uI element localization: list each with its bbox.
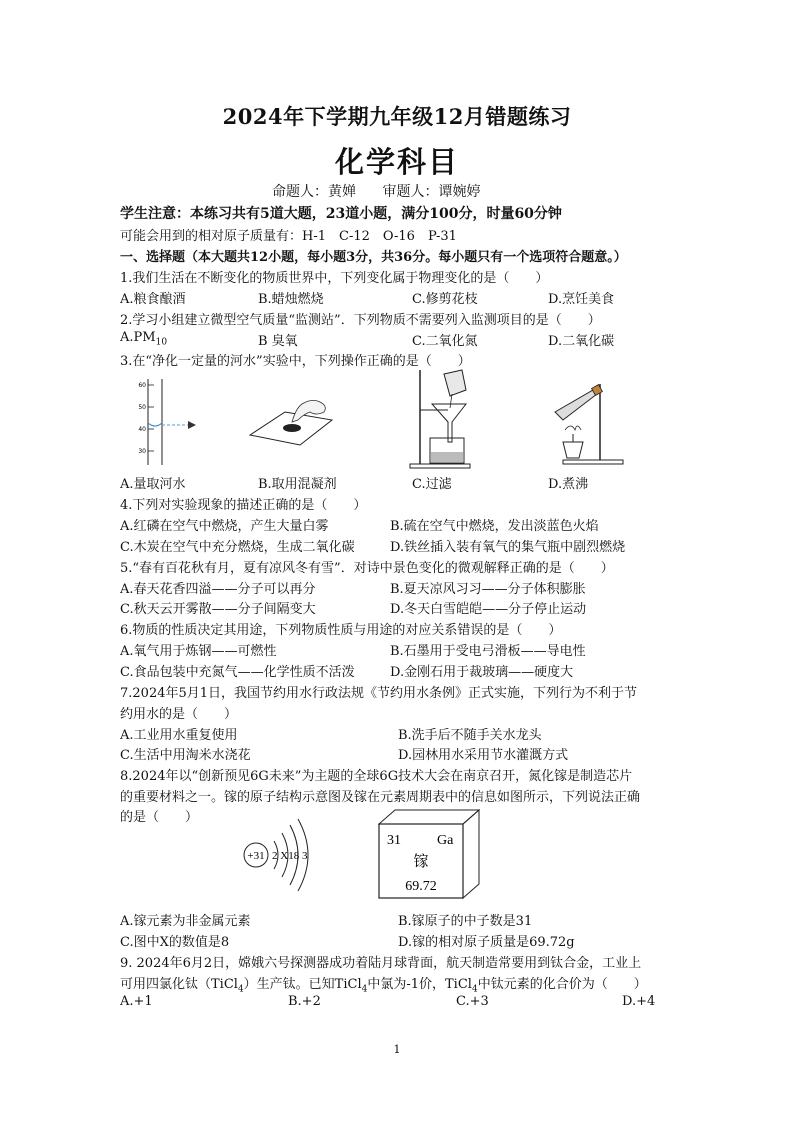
q7-option-c: C.生活中用淘米水浇花 — [120, 748, 251, 763]
atom-structure-diagram — [238, 815, 348, 899]
question-3-stem: 3.在“净化一定量的河水”实验中，下列操作正确的是（ ） — [120, 354, 471, 369]
q5-option-b: B.夏天凉风习习——分子体积膨胀 — [390, 582, 586, 597]
q2-option-c: C.二氧化氮 — [412, 334, 478, 349]
q2-option-d: D.二氧化碳 — [548, 334, 615, 349]
q9-option-b: B.+2 — [288, 994, 321, 1009]
question-8-stem-line2: 的重要材料之一。镓的原子结构示意图及镓在元素周期表中的信息如图所示，下列说法正确 — [120, 790, 641, 805]
question-7-stem-line2: 约用水的是（ ） — [120, 707, 238, 722]
q5-option-c: C.秋天云开雾散——分子间隔变大 — [120, 602, 316, 617]
q6-option-c: C.食品包装中充氮气——化学性质不活泼 — [120, 665, 355, 680]
eye-icon — [188, 421, 196, 429]
q4-option-d: D.铁丝插入装有氧气的集气瓶中剧烈燃烧 — [390, 540, 626, 555]
q2-option-a: $A.PM_{10}$ — [120, 330, 168, 348]
question-1-stem: 1.我们生活在不断变化的物质世界中，下列变化属于物理变化的是（ ） — [120, 271, 549, 286]
q5-option-d: D.冬天白雪皑皑——分子停止运动 — [390, 602, 587, 617]
boiling-figure — [545, 372, 635, 468]
beaker-pouring-icon — [444, 370, 466, 396]
question-8-stem-line1: 8.2024年以“创新预见6G未来”为主题的全球6G技术大会在南京召开，氮化镓是制造芯片 — [120, 769, 633, 784]
question-8-stem-line3: 的是（ ） — [120, 810, 199, 825]
atomic-masses: 可能会用到的相对原子质量有：H-1 C-12 O-16 P-31 — [120, 229, 457, 244]
q1-option-c: C.修剪花枝 — [412, 292, 478, 307]
atomic-number: 31 — [387, 833, 401, 848]
author: 命题人：黄婵 — [272, 184, 356, 200]
authors-line — [272, 181, 502, 201]
q4-option-c: C.木炭在空气中充分燃烧，生成二氧化碳 — [120, 540, 355, 555]
q9-option-d: D.+4 — [622, 994, 656, 1009]
q3-option-d: D.煮沸 — [548, 477, 589, 492]
page-title: 2024年下学期九年级12月错题练习 — [222, 104, 572, 129]
atomic-mass: 69.72 — [405, 879, 437, 894]
q7-option-a: A.工业用水重复使用 — [120, 728, 238, 743]
cyl-tick-40: 40 — [138, 426, 146, 433]
q7-option-d: D.园林用水采用节水灌溉方式 — [398, 748, 569, 763]
question-6-stem: 6.物质的性质决定其用途，下列物质性质与用途的对应关系错误的是（ ） — [120, 623, 562, 638]
q3-option-c: C.过滤 — [412, 477, 452, 492]
hand-icon — [292, 400, 325, 422]
q5-option-a: A.春天花香四溢——分子可以再分 — [120, 582, 316, 597]
question-4-stem: 4.下列对实验现象的描述正确的是（ ） — [120, 498, 367, 513]
electron-shells-label: 2 X18 3 — [272, 850, 308, 862]
question-9-stem-line1: 9. 2024年6月2日，嫦娥六号探测器成功着陆月球背面，航天制造常要用到钛合金，工业上 — [120, 956, 642, 971]
q3-option-a: A.量取河水 — [120, 477, 186, 492]
q3-option-b: B.取用混凝剂 — [258, 477, 337, 492]
page-number: 1 — [393, 1043, 401, 1056]
subject-title: 化学科目 — [334, 145, 459, 179]
question-9-stem-line2: 可用四氯化钛（TiCl$_4$）生产钛。已知TiCl$_4$中氯为-1价，TiCl$_4$中钛元素的化合价为（ ） — [120, 977, 647, 995]
q1-option-a: A.粮食酿酒 — [120, 292, 186, 307]
alcohol-lamp-icon — [563, 442, 583, 458]
question-7-stem-line1: 7.2024年5月1日，我国节约用水行政法规《节约用水条例》正式实施，下列行为不利于节 — [120, 686, 638, 701]
element-name: 镓 — [413, 852, 429, 870]
cyl-tick-60: 60 — [138, 382, 146, 389]
q8-option-d: D.镓的相对原子质量是69.72g — [398, 935, 575, 950]
q8-option-c: C.图中X的数值是8 — [120, 935, 230, 950]
cyl-tick-50: 50 — [138, 404, 146, 411]
periodic-cell-diagram — [375, 808, 485, 900]
filtration-figure — [400, 368, 490, 470]
section-heading: 一、选择题（本大题共12小题，每小题3分，共36分。每小题只有一个选项符合题意。） — [120, 250, 627, 265]
q6-option-a: A.氧气用于炼钢——可燃性 — [120, 644, 277, 659]
question-5-stem: 5.“春有百花秋有月，夏有凉风冬有雪”．对诗中景色变化的微观解释正确的是（ ） — [120, 561, 614, 576]
test-tube-icon — [555, 390, 597, 420]
q1-option-b: B.蜡烛燃烧 — [258, 292, 324, 307]
q1-option-d: D.烹饪美食 — [548, 292, 615, 307]
element-symbol: Ga — [437, 833, 454, 848]
q7-option-b: B.洗手后不随手关水龙头 — [398, 728, 542, 743]
reviewer: 审题人：谭婉婷 — [382, 184, 481, 200]
question-2-stem: 2.学习小组建立微型空气质量“监测站”．下列物质不需要列入监测项目的是（ ） — [120, 313, 601, 328]
coagulant-figure — [240, 390, 340, 450]
student-notice: 学生注意：本练习共有5道大题，23道小题，满分100分，时量60分钟 — [120, 206, 562, 222]
nucleus-label: +31 — [247, 850, 265, 862]
q6-option-d: D.金刚石用于裁玻璃——硬度大 — [390, 665, 574, 680]
q2-option-b: B 臭氧 — [258, 334, 298, 349]
q4-option-b: B.硫在空气中燃烧，发出淡蓝色火焰 — [390, 519, 599, 534]
q8-option-b: B.镓原子的中子数是31 — [398, 914, 533, 929]
q9-option-a: A.+1 — [120, 994, 153, 1009]
q8-option-a: A.镓元素为非金属元素 — [120, 914, 251, 929]
q6-option-b: B.石墨用于受电弓滑板——导电性 — [390, 644, 586, 659]
q9-option-c: C.+3 — [456, 994, 489, 1009]
cyl-tick-30: 30 — [138, 448, 146, 455]
q4-option-a: A.红磷在空气中燃烧，产生大量白雾 — [120, 519, 329, 534]
cylinder-figure — [128, 375, 208, 467]
